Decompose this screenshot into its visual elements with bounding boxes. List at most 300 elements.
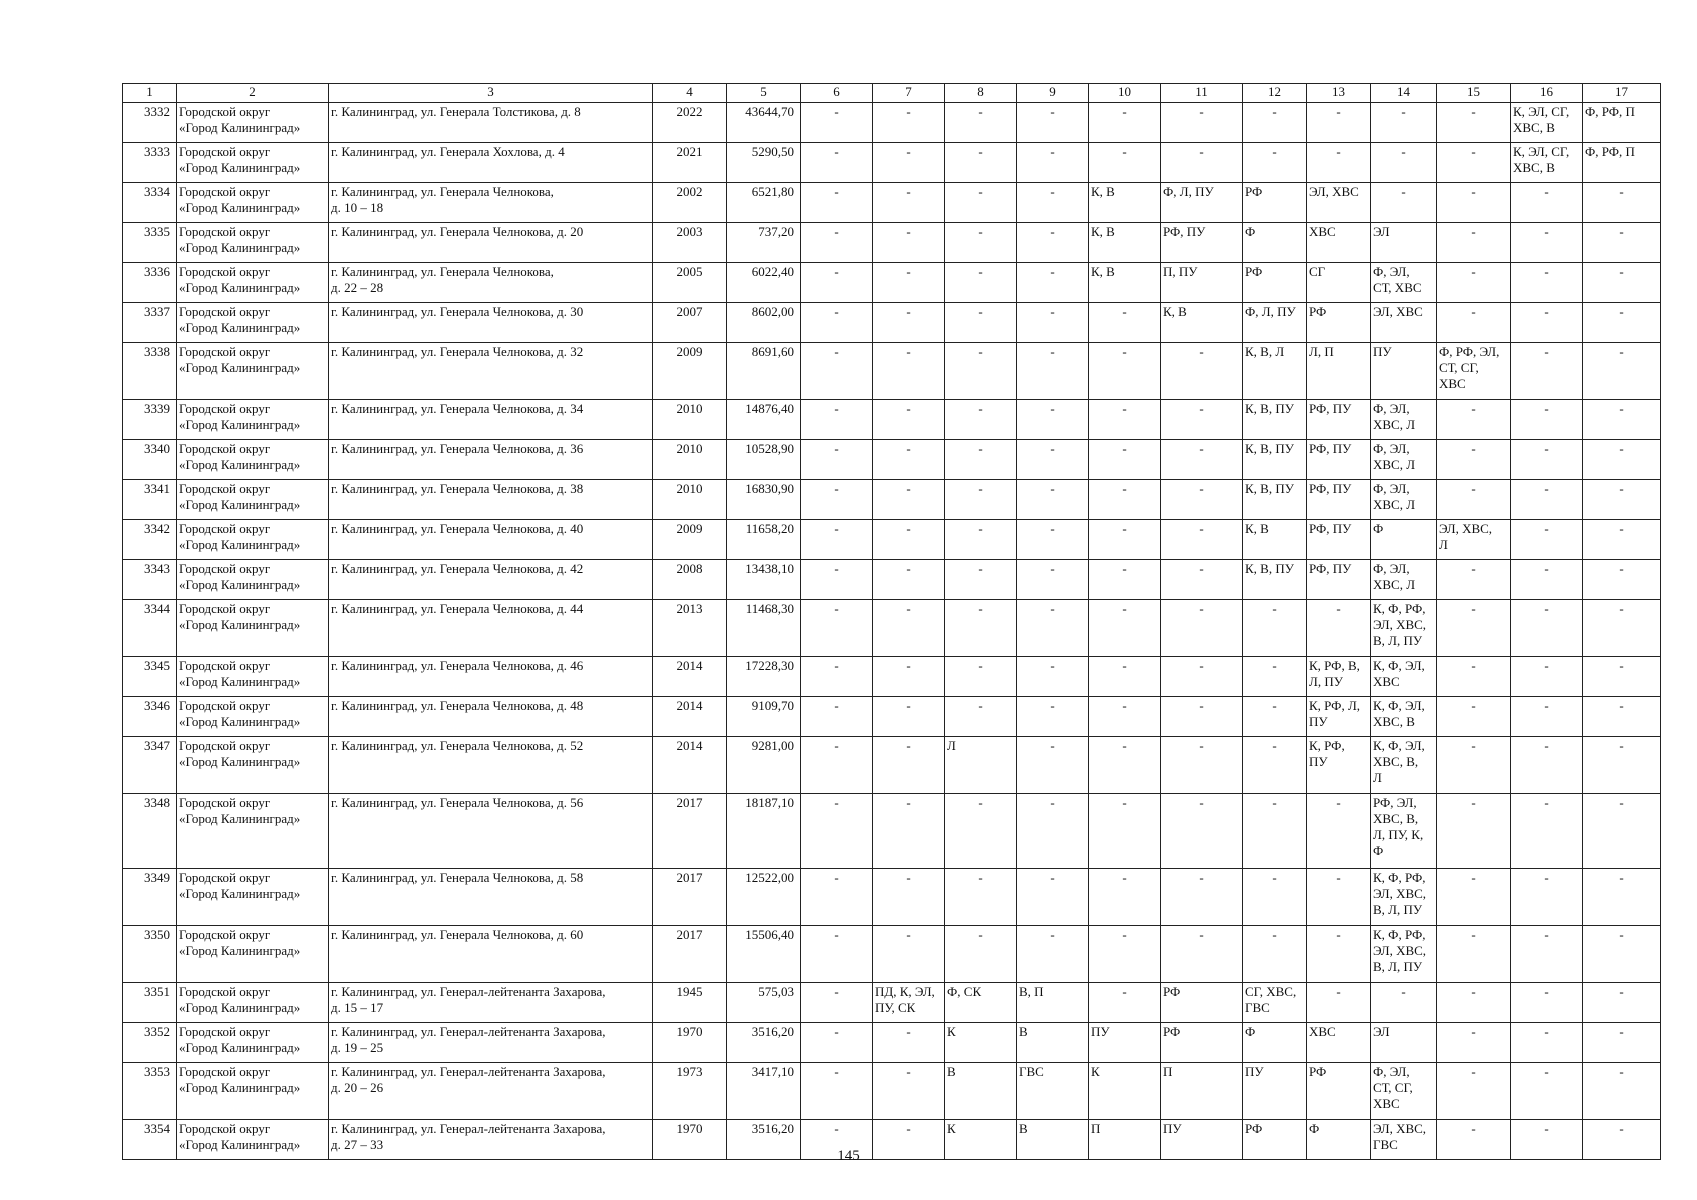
cell-year: [653, 697, 727, 737]
cell-line: 575,03: [758, 984, 794, 999]
cell-col-6: [801, 560, 873, 600]
cell-col-7: [873, 223, 945, 263]
cell-row-number: [123, 303, 177, 343]
cell-line: г. Калининград, ул. Генерала Хохлова, д. 4: [331, 144, 565, 159]
cell-line: Городской округ: [179, 1024, 271, 1039]
cell-line: К, Ф, ЭЛ,: [1373, 698, 1425, 713]
cell-line: -: [1199, 927, 1204, 942]
cell-municipality: [177, 697, 329, 737]
cell-line: Городской округ: [179, 698, 271, 713]
cell-col-13: [1307, 223, 1371, 263]
cell-col-6: [801, 400, 873, 440]
cell-line: -: [1619, 984, 1624, 999]
cell-col-8: [945, 869, 1017, 926]
cell-line: г. Калининград, ул. Генерала Толстикова, д. 8: [331, 104, 581, 119]
cell-line: -: [834, 561, 839, 576]
cell-col-12: [1243, 926, 1307, 983]
cell-line: ЭЛ: [1373, 1024, 1390, 1039]
cell-col-8: [945, 926, 1017, 983]
cell-line: «Город Калининград»: [179, 120, 301, 135]
cell-col-9: [1017, 480, 1089, 520]
cell-year: [653, 869, 727, 926]
cell-col-11: [1161, 480, 1243, 520]
table-header-row: [123, 84, 1661, 103]
cell-municipality: [177, 1063, 329, 1120]
cell-col-16: [1511, 480, 1583, 520]
cell-col-7: [873, 737, 945, 794]
cell-year: [653, 983, 727, 1023]
cell-col-8: [945, 1063, 1017, 1120]
cell-col-12: [1243, 480, 1307, 520]
cell-line: -: [1272, 927, 1277, 942]
cell-line: -: [834, 184, 839, 199]
cell-line: ХВС, Л: [1373, 497, 1416, 512]
cell-col-10: [1089, 480, 1161, 520]
cell-line: г. Калининград, ул. Генерал-лейтенанта Захарова,: [331, 1024, 606, 1039]
cell-line: -: [1050, 104, 1055, 119]
cell-line: Городской округ: [179, 927, 271, 942]
cell-line: 3353: [144, 1064, 170, 1079]
cell-col-13: [1307, 440, 1371, 480]
cell-line: 2021: [676, 144, 703, 159]
cell-col-9: [1017, 1023, 1089, 1063]
cell-line: -: [906, 481, 911, 496]
cell-col-13: [1307, 103, 1371, 143]
cell-col-7: [873, 183, 945, 223]
cell-year: [653, 183, 727, 223]
header-cell: 13: [1307, 84, 1371, 103]
cell-line: «Город Калининград»: [179, 497, 301, 512]
cell-line: 14876,40: [745, 401, 794, 416]
cell-line: Л: [1373, 770, 1382, 785]
cell-line: РФ: [1245, 264, 1263, 279]
cell-line: -: [1199, 481, 1204, 496]
cell-municipality: [177, 183, 329, 223]
cell-col-16: [1511, 343, 1583, 400]
cell-row-number: [123, 103, 177, 143]
cell-area: [727, 103, 801, 143]
cell-line: 10528,90: [745, 441, 794, 456]
cell-area: [727, 263, 801, 303]
table-row: [123, 926, 1661, 983]
cell-line: Ф, ЭЛ,: [1373, 1064, 1410, 1079]
cell-line: «Город Калининград»: [179, 754, 301, 769]
cell-line: д. 15 – 17: [331, 1000, 384, 1015]
cell-year: [653, 343, 727, 400]
cell-line: «Город Калининград»: [179, 280, 301, 295]
cell-line: ХВС, В,: [1373, 754, 1419, 769]
cell-col-14: [1371, 343, 1437, 400]
cell-municipality: [177, 657, 329, 697]
table-row: [123, 560, 1661, 600]
cell-municipality: [177, 343, 329, 400]
cell-col-14: [1371, 223, 1437, 263]
cell-line: К: [1091, 1064, 1100, 1079]
cell-col-6: [801, 983, 873, 1023]
cell-line: -: [1619, 1064, 1624, 1079]
cell-line: -: [1619, 561, 1624, 576]
cell-line: Ф, РФ, ЭЛ,: [1439, 344, 1500, 359]
cell-line: -: [1122, 795, 1127, 810]
cell-line: Ф: [1245, 1024, 1256, 1039]
header-cell: 4: [653, 84, 727, 103]
cell-line: -: [1122, 658, 1127, 673]
cell-line: -: [1122, 870, 1127, 885]
cell-col-16: [1511, 143, 1583, 183]
cell-municipality: [177, 103, 329, 143]
cell-line: -: [906, 441, 911, 456]
cell-year: [653, 103, 727, 143]
cell-line: 3332: [144, 104, 170, 119]
cell-line: РФ, ПУ: [1163, 224, 1206, 239]
cell-line: Городской округ: [179, 481, 271, 496]
cell-col-16: [1511, 520, 1583, 560]
cell-line: -: [906, 601, 911, 616]
cell-line: ХВС: [1439, 376, 1466, 391]
cell-line: 2010: [676, 481, 703, 496]
header-cell: 12: [1243, 84, 1307, 103]
cell-col-13: [1307, 560, 1371, 600]
cell-area: [727, 1063, 801, 1120]
cell-municipality: [177, 480, 329, 520]
cell-row-number: [123, 926, 177, 983]
cell-line: «Город Калининград»: [179, 537, 301, 552]
cell-line: ПУ: [1309, 754, 1328, 769]
cell-line: 3338: [144, 344, 170, 359]
cell-row-number: [123, 869, 177, 926]
cell-line: г. Калининград, ул. Генерала Челнокова, д. 44: [331, 601, 584, 616]
cell-col-8: [945, 520, 1017, 560]
cell-line: Городской округ: [179, 304, 271, 319]
cell-col-9: [1017, 223, 1089, 263]
cell-col-11: [1161, 560, 1243, 600]
cell-row-number: [123, 600, 177, 657]
cell-line: ХВС, В,: [1373, 811, 1419, 826]
cell-line: 43644,70: [745, 104, 794, 119]
cell-line: РФ: [1163, 984, 1181, 999]
cell-line: Городской округ: [179, 264, 271, 279]
cell-col-7: [873, 400, 945, 440]
cell-col-12: [1243, 440, 1307, 480]
cell-col-10: [1089, 926, 1161, 983]
cell-col-17: [1583, 440, 1661, 480]
cell-line: СТ, СГ,: [1373, 1080, 1413, 1095]
cell-line: -: [834, 795, 839, 810]
cell-col-15: [1437, 600, 1511, 657]
cell-line: -: [1272, 104, 1277, 119]
cell-line: РФ: [1245, 1121, 1263, 1136]
cell-col-14: [1371, 303, 1437, 343]
cell-line: д. 19 – 25: [331, 1040, 384, 1055]
cell-col-8: [945, 343, 1017, 400]
cell-line: -: [1471, 481, 1476, 496]
cell-line: -: [1471, 304, 1476, 319]
cell-line: «Город Калининград»: [179, 811, 301, 826]
cell-line: К, В, ПУ: [1245, 401, 1294, 416]
cell-line: д. 22 – 28: [331, 280, 384, 295]
cell-col-6: [801, 103, 873, 143]
cell-line: Ф, ЭЛ,: [1373, 481, 1410, 496]
cell-line: 3340: [144, 441, 170, 456]
cell-col-12: [1243, 869, 1307, 926]
table-row: [123, 143, 1661, 183]
cell-line: 3352: [144, 1024, 170, 1039]
cell-line: -: [834, 658, 839, 673]
cell-col-6: [801, 223, 873, 263]
cell-line: -: [1122, 521, 1127, 536]
cell-col-17: [1583, 657, 1661, 697]
cell-line: «Город Калининград»: [179, 160, 301, 175]
cell-col-16: [1511, 183, 1583, 223]
cell-year: [653, 657, 727, 697]
cell-line: -: [978, 184, 983, 199]
cell-col-11: [1161, 794, 1243, 869]
cell-line: -: [1050, 738, 1055, 753]
cell-line: -: [1619, 344, 1624, 359]
cell-line: «Город Калининград»: [179, 943, 301, 958]
cell-col-10: [1089, 303, 1161, 343]
cell-line: -: [978, 441, 983, 456]
cell-line: -: [1544, 304, 1549, 319]
cell-area: [727, 1023, 801, 1063]
cell-col-15: [1437, 400, 1511, 440]
cell-col-11: [1161, 183, 1243, 223]
cell-address: [329, 400, 653, 440]
cell-line: СТ, ХВС: [1373, 280, 1422, 295]
cell-line: -: [1544, 1121, 1549, 1136]
cell-line: -: [1050, 698, 1055, 713]
cell-line: -: [1272, 795, 1277, 810]
cell-row-number: [123, 183, 177, 223]
cell-line: -: [906, 1064, 911, 1079]
cell-line: -: [1050, 184, 1055, 199]
cell-col-15: [1437, 343, 1511, 400]
cell-line: К, ЭЛ, СГ,: [1513, 104, 1570, 119]
cell-area: [727, 697, 801, 737]
cell-line: д. 10 – 18: [331, 200, 384, 215]
cell-area: [727, 600, 801, 657]
cell-line: -: [834, 601, 839, 616]
cell-address: [329, 697, 653, 737]
cell-line: -: [1619, 795, 1624, 810]
cell-line: ХВС, Л: [1373, 417, 1416, 432]
cell-col-15: [1437, 1023, 1511, 1063]
cell-line: -: [1544, 401, 1549, 416]
cell-col-9: [1017, 440, 1089, 480]
cell-line: ЭЛ, ХВС: [1373, 304, 1423, 319]
cell-line: ГВС: [1245, 1000, 1270, 1015]
cell-line: -: [1122, 401, 1127, 416]
cell-col-9: [1017, 1063, 1089, 1120]
cell-address: [329, 520, 653, 560]
cell-line: -: [1199, 441, 1204, 456]
cell-col-10: [1089, 657, 1161, 697]
cell-col-13: [1307, 520, 1371, 560]
cell-col-12: [1243, 520, 1307, 560]
cell-line: г. Калининград, ул. Генерала Челнокова,: [331, 264, 554, 279]
cell-col-17: [1583, 983, 1661, 1023]
cell-line: «Город Калининград»: [179, 714, 301, 729]
cell-col-6: [801, 600, 873, 657]
cell-row-number: [123, 143, 177, 183]
cell-line: 18187,10: [745, 795, 794, 810]
cell-area: [727, 183, 801, 223]
cell-col-17: [1583, 794, 1661, 869]
cell-col-10: [1089, 1023, 1161, 1063]
cell-line: ПУ: [1163, 1121, 1182, 1136]
cell-col-12: [1243, 183, 1307, 223]
cell-line: -: [1619, 521, 1624, 536]
cell-municipality: [177, 143, 329, 183]
cell-line: 3354: [144, 1121, 170, 1136]
cell-line: -: [834, 344, 839, 359]
cell-line: -: [1336, 601, 1341, 616]
cell-line: -: [834, 224, 839, 239]
cell-line: К, Ф, ЭЛ,: [1373, 738, 1425, 753]
cell-line: К, Ф, РФ,: [1373, 927, 1426, 942]
cell-row-number: [123, 794, 177, 869]
cell-address: [329, 600, 653, 657]
cell-col-11: [1161, 343, 1243, 400]
cell-line: -: [906, 184, 911, 199]
cell-line: -: [1544, 1024, 1549, 1039]
cell-line: -: [978, 264, 983, 279]
cell-address: [329, 143, 653, 183]
cell-col-16: [1511, 103, 1583, 143]
cell-col-6: [801, 697, 873, 737]
cell-line: -: [978, 601, 983, 616]
cell-line: 3337: [144, 304, 170, 319]
cell-line: г. Калининград, ул. Генерала Челнокова, д. 52: [331, 738, 584, 753]
table-row: [123, 223, 1661, 263]
cell-municipality: [177, 1023, 329, 1063]
cell-col-7: [873, 697, 945, 737]
cell-col-9: [1017, 697, 1089, 737]
cell-col-17: [1583, 103, 1661, 143]
cell-col-8: [945, 1023, 1017, 1063]
cell-line: К: [947, 1024, 956, 1039]
cell-col-11: [1161, 400, 1243, 440]
cell-line: -: [1336, 104, 1341, 119]
cell-line: -: [834, 144, 839, 159]
cell-line: «Город Калининград»: [179, 320, 301, 335]
cell-line: 3344: [144, 601, 170, 616]
cell-line: -: [1619, 1024, 1624, 1039]
cell-col-11: [1161, 1023, 1243, 1063]
cell-line: ХВС, В: [1373, 714, 1415, 729]
cell-line: -: [1619, 698, 1624, 713]
cell-area: [727, 657, 801, 697]
cell-line: д. 20 – 26: [331, 1080, 384, 1095]
cell-line: Ф, РФ, П: [1585, 144, 1635, 159]
cell-line: Ф, ЭЛ,: [1373, 401, 1410, 416]
cell-col-17: [1583, 560, 1661, 600]
cell-area: [727, 983, 801, 1023]
cell-line: г. Калининград, ул. Генерала Челнокова, д. 20: [331, 224, 584, 239]
cell-address: [329, 794, 653, 869]
cell-line: 6022,40: [751, 264, 794, 279]
cell-municipality: [177, 794, 329, 869]
cell-line: -: [1544, 795, 1549, 810]
cell-col-15: [1437, 183, 1511, 223]
cell-address: [329, 480, 653, 520]
table-row: [123, 657, 1661, 697]
cell-col-8: [945, 183, 1017, 223]
cell-line: 2014: [676, 698, 703, 713]
table-row: [123, 183, 1661, 223]
cell-col-17: [1583, 263, 1661, 303]
cell-line: Ф, ЭЛ,: [1373, 441, 1410, 456]
cell-col-11: [1161, 223, 1243, 263]
cell-line: -: [1336, 984, 1341, 999]
cell-line: -: [978, 521, 983, 536]
cell-col-14: [1371, 737, 1437, 794]
cell-line: -: [906, 870, 911, 885]
cell-line: П: [1163, 1064, 1173, 1079]
table-row: [123, 263, 1661, 303]
cell-line: ЭЛ, ХВС: [1309, 184, 1359, 199]
cell-line: В: [1019, 1121, 1028, 1136]
cell-col-6: [801, 794, 873, 869]
header-cell: 9: [1017, 84, 1089, 103]
cell-line: 6521,80: [751, 184, 794, 199]
cell-col-12: [1243, 103, 1307, 143]
cell-line: К, В, ПУ: [1245, 441, 1294, 456]
cell-line: ПУ, СК: [875, 1000, 916, 1015]
cell-line: -: [1471, 738, 1476, 753]
cell-col-15: [1437, 143, 1511, 183]
cell-col-7: [873, 983, 945, 1023]
cell-line: ЭЛ, ХВС,: [1373, 1121, 1427, 1136]
cell-line: «Город Калининград»: [179, 577, 301, 592]
cell-col-12: [1243, 223, 1307, 263]
cell-col-13: [1307, 263, 1371, 303]
cell-col-13: [1307, 794, 1371, 869]
cell-line: РФ: [1245, 184, 1263, 199]
cell-col-13: [1307, 400, 1371, 440]
cell-line: ХВС: [1373, 674, 1400, 689]
cell-line: -: [1544, 561, 1549, 576]
cell-line: К, Ф, РФ,: [1373, 601, 1426, 616]
cell-col-6: [801, 926, 873, 983]
cell-line: 11658,20: [745, 521, 794, 536]
cell-col-8: [945, 223, 1017, 263]
cell-col-6: [801, 737, 873, 794]
cell-line: -: [1619, 658, 1624, 673]
cell-line: «Город Калининград»: [179, 886, 301, 901]
cell-line: -: [906, 1121, 911, 1136]
cell-line: -: [1544, 601, 1549, 616]
cell-col-10: [1089, 143, 1161, 183]
cell-line: 2017: [676, 795, 703, 810]
cell-address: [329, 440, 653, 480]
cell-line: 2002: [676, 184, 703, 199]
cell-year: [653, 440, 727, 480]
cell-line: 2013: [676, 601, 703, 616]
cell-col-8: [945, 737, 1017, 794]
cell-col-14: [1371, 143, 1437, 183]
cell-col-11: [1161, 600, 1243, 657]
cell-col-17: [1583, 1063, 1661, 1120]
cell-line: -: [906, 1024, 911, 1039]
cell-line: 2014: [676, 738, 703, 753]
header-cell: 3: [329, 84, 653, 103]
cell-line: 9281,00: [751, 738, 794, 753]
cell-col-6: [801, 520, 873, 560]
cell-line: -: [1401, 984, 1406, 999]
cell-col-15: [1437, 560, 1511, 600]
cell-line: -: [978, 795, 983, 810]
